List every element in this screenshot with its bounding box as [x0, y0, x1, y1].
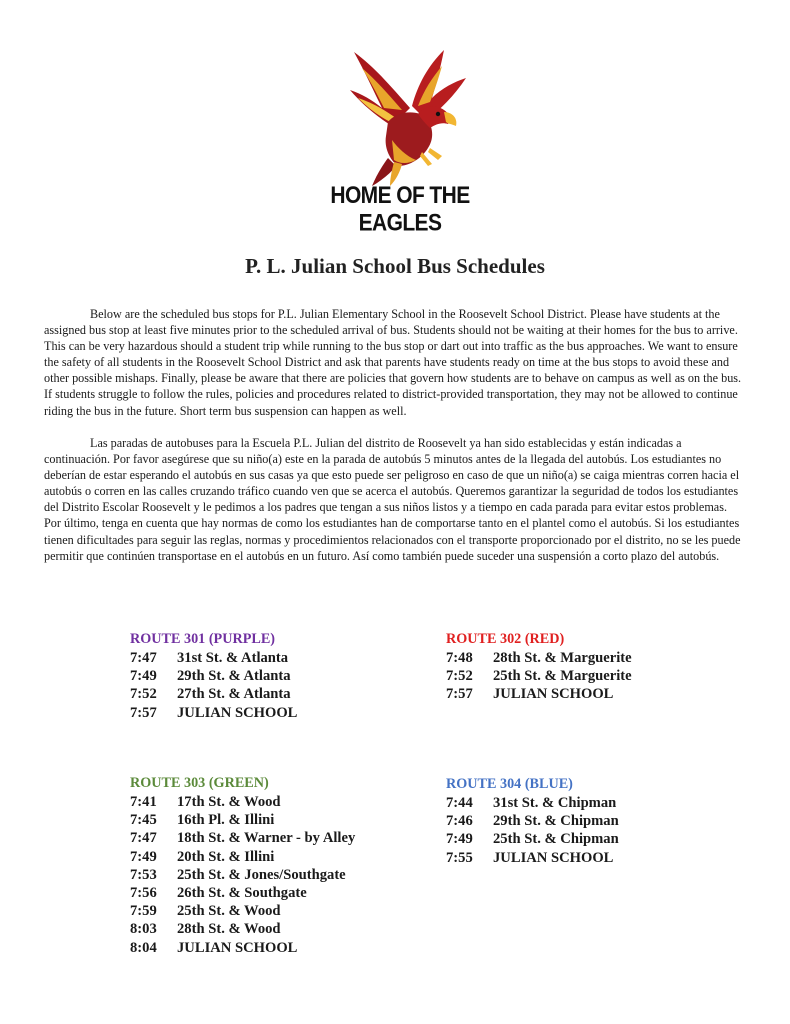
stop-place: 25th St. & Marguerite [493, 668, 632, 685]
route-stop [130, 793, 355, 811]
stop-time: 7:41 [130, 794, 157, 810]
stop-place: 25th St. & Wood [177, 903, 281, 920]
route-stop [446, 830, 619, 848]
stop-place: JULIAN SCHOOL [493, 849, 614, 866]
route-303-title: ROUTE 303 (GREEN) [130, 775, 269, 791]
stop-place: 26th St. & Southgate [177, 884, 307, 901]
route-303-block [130, 774, 355, 957]
route-stop [130, 848, 355, 866]
route-stop [130, 811, 355, 829]
stop-place: JULIAN SCHOOL [177, 939, 298, 956]
stop-place: 18th St. & Warner - by Alley [177, 830, 356, 847]
stop-place: 28th St. & Wood [177, 921, 281, 938]
stop-place: 29th St. & Atlanta [177, 668, 291, 685]
stop-time: 7:55 [446, 849, 473, 866]
route-stop [446, 794, 619, 812]
stop-place: 25th St. & Chipman [493, 831, 619, 848]
route-304-block [446, 775, 619, 867]
stop-time: 7:49 [130, 848, 157, 865]
stop-time: 7:47 [130, 830, 157, 847]
stop-place: 29th St. & Chipman [493, 813, 619, 830]
route-stop [130, 685, 297, 703]
stop-time: 7:46 [446, 813, 473, 830]
stop-time: 7:44 [446, 795, 473, 811]
stop-time: 7:49 [130, 668, 157, 685]
route-stop [130, 649, 297, 667]
route-stop [446, 812, 619, 830]
stop-time: 7:52 [130, 686, 157, 703]
stop-time: 7:48 [446, 650, 473, 666]
eagle-icon [332, 48, 468, 188]
stop-time: 7:59 [130, 903, 157, 920]
stop-place: 17th St. & Wood [177, 794, 281, 810]
stop-place: 27th St. & Atlanta [177, 686, 291, 703]
stop-place: 28th St. & Marguerite [493, 650, 632, 666]
stop-time: 7:56 [130, 884, 157, 901]
stop-time: 7:47 [130, 650, 157, 666]
stop-place: 20th St. & Illini [177, 848, 275, 865]
route-stop [130, 667, 297, 685]
route-stop [130, 884, 355, 902]
route-stop [446, 685, 632, 703]
route-stop [130, 902, 355, 920]
stop-place: JULIAN SCHOOL [177, 704, 298, 721]
route-stop [130, 829, 355, 847]
route-302-block [446, 630, 632, 704]
route-stop [446, 649, 632, 667]
stop-time: 7:57 [446, 686, 473, 703]
stop-time: 8:03 [130, 921, 157, 938]
stop-time: 7:57 [130, 704, 157, 721]
route-304-title: ROUTE 304 (BLUE) [446, 776, 573, 792]
stop-time: 7:49 [446, 831, 473, 848]
route-302-title: ROUTE 302 (RED) [446, 631, 565, 647]
stop-time: 8:04 [130, 939, 157, 956]
route-stop [130, 920, 355, 938]
stop-time: 7:45 [130, 812, 157, 829]
route-stop [130, 939, 355, 957]
stop-time: 7:52 [446, 668, 473, 685]
spanish-notice-paragraph: Las paradas de autobuses para la Escuela P.L. Julian del distrito de Roosevelt ya han sido establecidas y están indicadas a continuación. Por favor asegúrese que su niño(a) este en la parada de autobús 5 minutos antes de la llegada del autobús. Los estudiantes no deberían de estar esperando el autobús en sus casas ya que esto puede ser peligroso en caso de que un niño(a) se caiga mientras corren hacia el autobús o corren en las calles cruzando tráfico cuando ven que se acerca el autobús. Queremos garantizar la seguridad de todos los estudiantes del Distrito Escolar Roosevelt y le pedimos a los padres que tengan a sus niños listos y a tiempo en cada parada para evitar estos problemas. Por último, tenga en cuenta que hay normas de como los estudiantes han de comportarse tanto en el plantel como el autobús. Si los estudiantes tienen dificultades para seguir las reglas, normas y procedimientos relacionados con el transporte proporcionado por el distrito, no se les puede permitir que continúen transportase en el autobús en un futuro. Así como también puede suceder una suspensión a corto plazo del autobús. [44, 436, 741, 563]
stop-place: 31st St. & Chipman [493, 795, 617, 811]
route-301-block [130, 630, 297, 722]
route-stop [130, 866, 355, 884]
stop-time: 7:53 [130, 866, 157, 883]
page-title: P. L. Julian School Bus Schedules [245, 254, 545, 278]
route-301-title: ROUTE 301 (PURPLE) [130, 631, 276, 647]
stop-place: 31st St. & Atlanta [177, 650, 289, 666]
route-stop [446, 849, 619, 867]
logo-tagline: HOME OF THE EAGLES [330, 182, 470, 237]
route-stop [446, 667, 632, 685]
stop-place: 16th Pl. & Illini [177, 812, 275, 829]
route-stop [130, 704, 297, 722]
english-notice-paragraph: Below are the scheduled bus stops for P.L. Julian Elementary School in the Roosevelt School District. Please have students at the assigned bus stop at least five minutes prior to the scheduled arrival of bus. Students should not be waiting at their homes for the bus to arrive. This can be very hazardous should a student trip while running to the bus stop or dart out into traffic as the bus approaches. We want to ensure the safety of all students in the Roosevelt School District and ask that parents have students ready on time at the bus stops to avoid these and other possible mishaps. Finally, please be aware that there are policies that govern how students are to behave on campus as well as on the bus. If students struggle to follow the rules, policies and procedures related to district-provided transportation, they may not be allowed to continue riding the bus in the future. Short term bus suspension can happen as well. [44, 307, 742, 418]
stop-place: 25th St. & Jones/Southgate [177, 866, 346, 883]
school-logo [300, 48, 500, 237]
stop-place: JULIAN SCHOOL [493, 686, 614, 703]
